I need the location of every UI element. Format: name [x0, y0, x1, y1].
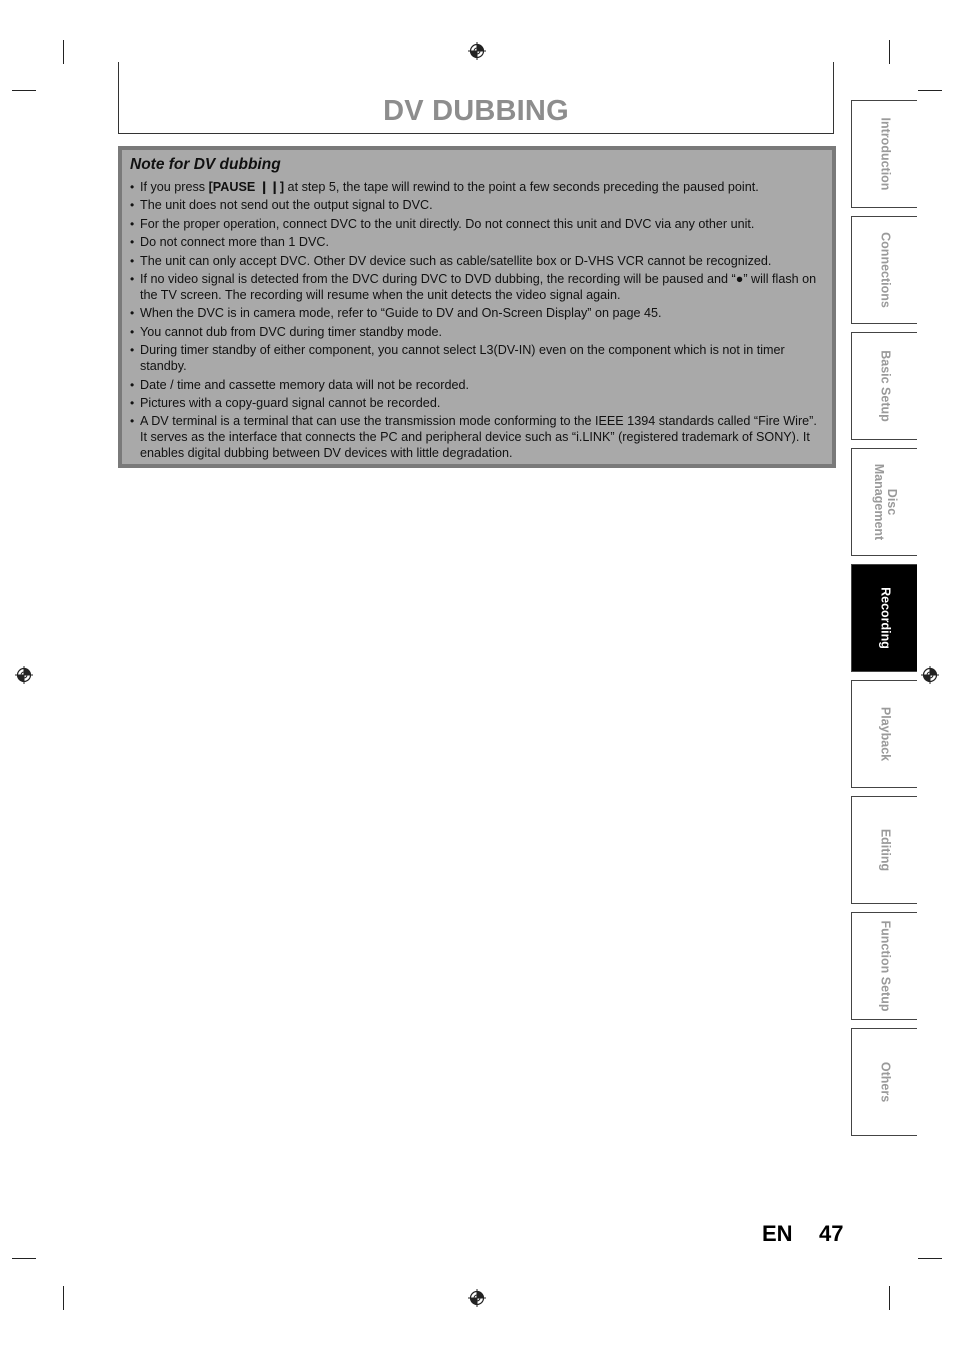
note-list [130, 179, 822, 461]
pause-key-label: [PAUSE ❙❙] [208, 180, 285, 194]
tab-disc-management[interactable] [851, 448, 917, 556]
list-item [130, 197, 822, 213]
crop-mark [918, 1258, 942, 1259]
bullet-icon: • [130, 198, 135, 213]
registration-mark-icon [921, 666, 939, 684]
tab-label: Basic Setup [878, 350, 892, 422]
item-text: Do not connect more than 1 DVC. [140, 235, 330, 250]
tab-label-line: Management [871, 463, 886, 541]
bullet-icon: • [130, 235, 135, 250]
list-item [130, 216, 822, 232]
tab-label: Playback [878, 706, 892, 762]
tab-label: Connections [878, 232, 892, 308]
tab-basic-setup[interactable] [851, 332, 917, 440]
list-item [130, 413, 822, 461]
list-item [130, 234, 822, 250]
tab-label: Recording [878, 587, 892, 649]
item-text: If no video signal is detected from the DVC during DVC to DVD dubbing, the recording will be paused and “●” will flash on the TV screen. The recording will resume when the unit detects the video signal again. [140, 271, 817, 302]
registration-mark-icon [468, 1289, 486, 1307]
item-text: You cannot dub from DVC during timer standby mode. [140, 324, 442, 339]
item-text: For the proper operation, connect DVC to the unit directly. Do not connect this unit and DVC via any other unit. [140, 216, 755, 231]
list-item [130, 377, 822, 393]
page-number: 47 [819, 1221, 844, 1246]
tab-recording[interactable] [851, 564, 917, 672]
crop-mark [12, 90, 36, 91]
tab-connections[interactable] [851, 216, 917, 324]
bullet-icon: • [130, 324, 135, 339]
bullet-icon: • [130, 271, 135, 286]
tab-label: Editing [878, 828, 892, 872]
note-title: Note for DV dubbing [130, 156, 281, 173]
bullet-icon: • [130, 414, 135, 429]
tab-playback[interactable] [851, 680, 917, 788]
tab-introduction[interactable] [851, 100, 917, 208]
tab-editing[interactable] [851, 796, 917, 904]
list-item [130, 324, 822, 340]
note-box [118, 146, 836, 468]
item-text: The unit does not send out the output signal to DVC. [140, 198, 433, 213]
item-text: Date / time and cassette memory data will not be recorded. [140, 377, 469, 392]
bullet-icon: • [130, 395, 135, 410]
bullet-icon: • [130, 377, 135, 392]
tab-label: Introduction [878, 117, 892, 191]
list-item [130, 342, 822, 374]
item-text: at step 5, the tape will rewind to the point a few seconds preceding the paused point. [284, 180, 759, 194]
bullet-icon: • [130, 306, 135, 321]
item-text: When the DVC is in camera mode, refer to “Guide to DV and On-Screen Display” on page 45. [140, 306, 662, 321]
list-item [130, 253, 822, 269]
list-item [130, 271, 822, 303]
tab-function-setup[interactable] [851, 912, 917, 1020]
registration-mark-icon [15, 666, 33, 684]
page-title: DV DUBBING [383, 95, 569, 127]
crop-mark [889, 40, 890, 64]
language-code: EN [762, 1221, 793, 1246]
tab-label-line: Disc [884, 488, 899, 516]
bullet-icon: • [130, 343, 135, 358]
registration-mark-icon [468, 42, 486, 60]
crop-mark [63, 1286, 64, 1310]
tab-label [872, 464, 898, 540]
tab-label: Others [878, 1061, 892, 1103]
item-text: If you press [140, 180, 209, 194]
list-item [130, 305, 822, 321]
bullet-icon: • [130, 253, 135, 268]
list-item [130, 395, 822, 411]
item-text: A DV terminal is a terminal that can use the transmission mode conforming to the IEEE 1394 standards called “Fire Wire”. It serves as the interface that connects the PC and peripheral device such as “i.LINK” (registered trademark of SONY). It enables digital dubbing between DV devices with little degradation. [140, 414, 817, 461]
item-text: During timer standby of either component, you cannot select L3(DV-IN) even on the component which is not in timer standby. [140, 343, 785, 374]
item-text: The unit can only accept DVC. Other DV device such as cable/satellite box or D-VHS VCR cannot be recognized. [140, 253, 772, 268]
crop-mark [889, 1286, 890, 1310]
item-text: Pictures with a copy-guard signal cannot be recorded. [140, 395, 441, 410]
crop-mark [12, 1258, 36, 1259]
tab-label: Function Setup [878, 920, 892, 1012]
bullet-icon: • [130, 216, 135, 231]
tab-others[interactable] [851, 1028, 917, 1136]
bullet-icon: • [130, 180, 135, 194]
crop-mark [918, 90, 942, 91]
crop-mark [63, 40, 64, 64]
list-item [130, 179, 822, 195]
